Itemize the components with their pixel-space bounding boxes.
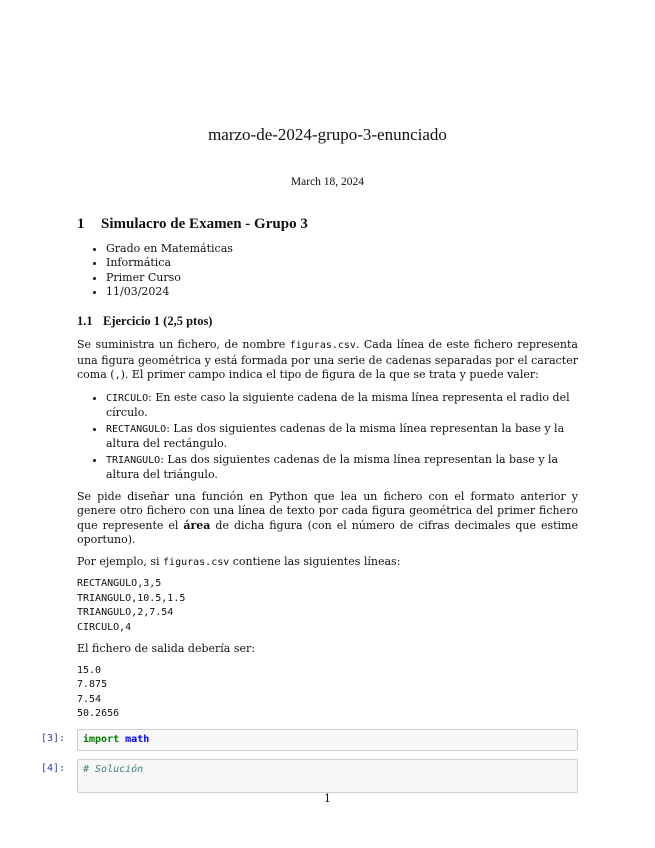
filename-code: figuras.csv <box>163 556 230 568</box>
list-item: • 11/03/2024 <box>106 285 578 300</box>
intro-paragraph: Se suministra un fichero, de nombre figuras.csv. Cada línea de este fichero representa una figura geométrica y está formada por una serie de cadenas separadas por el caracter coma (,). El primer campo indica el tipo de figura de la que se trata y puede valer: <box>77 338 578 381</box>
code-line: 15.0 <box>77 664 102 676</box>
filename-code: figuras.csv <box>289 340 356 351</box>
term-code: TRIANGULO <box>106 454 161 466</box>
code-line: RECTANGULO,3,5 <box>77 578 162 589</box>
section-title: Simulacro de Examen - Grupo 3 <box>101 216 308 232</box>
task-paragraph: Se pide diseñar una función en Python que lea un fichero con el formato anterior y genere otro fichero con una línea de texto por cada figura geométrica del primer fichero que represente el área de dicha figura (con el número de cifras decimales que estime oportuno). <box>77 489 578 546</box>
module-name: math <box>125 733 150 745</box>
list-item: • Grado en Matemáticas <box>106 242 578 257</box>
code-line: TRIANGULO,10.5,1.5 <box>77 592 186 604</box>
code-cell <box>41 729 578 751</box>
list-item: • TRIANGULO: Las dos siguientes cadenas de la misma línea representan la base y la altura del triángulo. <box>106 453 578 483</box>
figure-types-list <box>77 391 578 483</box>
subsection-title: Ejercicio 1 (2,5 ptos) <box>103 313 213 328</box>
code-line: 7.875 <box>77 679 108 690</box>
list-item: • RECTANGULO: Las dos siguientes cadenas de la misma línea representan la base y la altura del rectángulo. <box>106 422 578 452</box>
section-heading <box>77 217 578 232</box>
cell-prompt: [3]: <box>41 732 66 744</box>
output-example <box>77 664 578 722</box>
input-example <box>77 577 578 635</box>
code-input[interactable] <box>77 759 578 793</box>
term-code: RECTANGULO <box>106 423 167 435</box>
comma-code: , <box>114 370 121 381</box>
code-line: 50.2656 <box>77 708 120 719</box>
section-number: 1 <box>77 216 85 232</box>
document-body <box>41 216 578 801</box>
term-code: CIRCULO <box>106 392 149 404</box>
cell-prompt: [4]: <box>41 762 66 774</box>
list-item: • Informática <box>106 256 578 271</box>
info-list <box>77 242 578 300</box>
list-item: • CIRCULO: En este caso la siguiente cadena de la misma línea representa el radio del círculo. <box>106 391 578 421</box>
code-cell <box>41 759 578 793</box>
code-line: TRIANGULO,2,7.54 <box>77 607 174 618</box>
subsection-number: 1.1 <box>77 313 93 328</box>
document-date: March 18, 2024 <box>290 176 365 188</box>
output-intro: El fichero de salida debería ser: <box>77 642 255 655</box>
page-number: 1 <box>324 792 331 805</box>
list-item: • Primer Curso <box>106 271 578 286</box>
comment: # Solución <box>83 763 144 775</box>
subsection-heading <box>77 314 578 329</box>
code-input[interactable] <box>77 729 578 751</box>
code-line: 7.54 <box>77 693 102 705</box>
document-title: marzo-de-2024-grupo-3-enunciado <box>208 125 447 144</box>
area-bold: área <box>183 518 211 532</box>
keyword: import <box>83 733 120 745</box>
example-paragraph: Por ejemplo, si figuras.csv contiene las siguientes líneas: <box>77 554 401 568</box>
code-line: CIRCULO,4 <box>77 621 132 633</box>
